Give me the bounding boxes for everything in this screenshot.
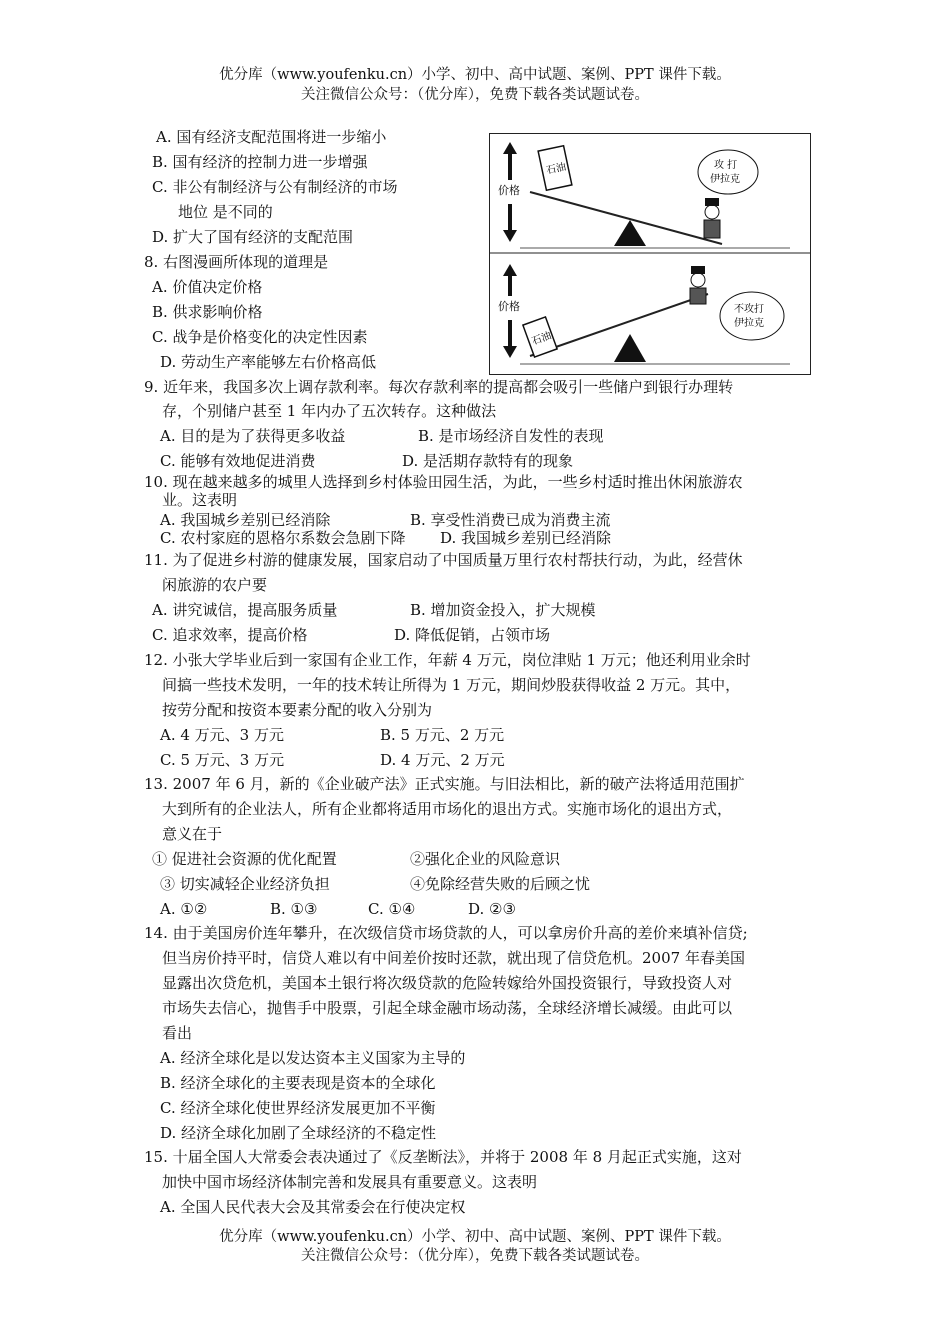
q8-option-a: A. 价值决定价格 <box>152 278 263 296</box>
q10-stem-line1: 10. 现在越来越多的城里人选择到乡村体验田园生活，为此，一些乡村适时推出休闲旅游农 <box>144 473 743 491</box>
q14-option-a: A. 经济全球化是以发达资本主义国家为主导的 <box>160 1049 466 1067</box>
price-arrow-up-head <box>503 142 517 154</box>
q13-option-d: D. ②③ <box>468 900 516 918</box>
q9-option-c: C. 能够有效地促进消费 <box>160 452 316 470</box>
seesaw-cartoon <box>489 133 811 375</box>
top-hat-bottom <box>691 266 705 274</box>
q14-stem-line5: 看出 <box>162 1024 193 1042</box>
q12-stem-line3: 按劳分配和按资本要素分配的收入分别为 <box>162 701 433 719</box>
q11-stem-line1: 11. 为了促进乡村游的健康发展，国家启动了中国质量万里行农村帮扶行动，为此，经营休 <box>144 551 743 569</box>
header-line-2: 关注微信公众号：（优分库），免费下载各类试题试卷。 <box>301 87 649 103</box>
q8-option-b: B. 供求影响价格 <box>152 303 263 321</box>
q13-option-b: B. ①③ <box>270 900 318 918</box>
price-label-bottom: 价格 <box>498 300 520 313</box>
q11-option-d: D. 降低促销，占领市场 <box>394 626 551 644</box>
q14-stem-line4: 市场失去信心，抛售手中股票，引起全球金融市场动荡，全球经济增长减缓。由此可以 <box>162 999 733 1017</box>
q15-stem-line1: 15. 十届全国人大常委会表决通过了《反垄断法》，并将于 2008 年 8 月起正式实施，这对 <box>144 1148 742 1166</box>
price-arrow-down-head <box>503 230 517 242</box>
q7-option-b: B. 国有经济的控制力进一步增强 <box>152 153 368 171</box>
price-arrow-up-head-2 <box>503 264 517 276</box>
speech-bubble-top <box>698 150 758 194</box>
q9-option-b: B. 是市场经济自发性的表现 <box>418 427 604 445</box>
q12-stem-line1: 12. 小张大学毕业后到一家国有企业工作，年薪 4 万元，岗位津贴 1 万元；他还利用业余时 <box>144 651 751 669</box>
q7-option-d: D. 扩大了国有经济的支配范围 <box>152 228 354 246</box>
top-hat-top <box>705 198 719 206</box>
q9-option-a: A. 目的是为了获得更多收益 <box>160 427 346 445</box>
oil-label-bottom: 石油 <box>530 330 554 348</box>
q11-option-a: A. 讲究诚信，提高服务质量 <box>152 601 338 619</box>
q13-statement-1: ① 促进社会资源的优化配置 <box>152 850 337 868</box>
footer-line-2: 关注微信公众号：（优分库），免费下载各类试题试卷。 <box>301 1248 649 1264</box>
uncle-sam-body-top <box>704 220 720 238</box>
q12-option-c: C. 5 万元、3 万元 <box>160 751 285 769</box>
q7-option-c-line2: 地位 是不同的 <box>178 203 273 221</box>
bubble-bottom-line2: 伊拉克 <box>734 318 764 329</box>
uncle-sam-head-bottom <box>691 273 705 287</box>
q15-option-a: A. 全国人民代表大会及其常委会在行使决定权 <box>160 1198 466 1216</box>
q8-option-d: D. 劳动生产率能够左右价格高低 <box>160 353 377 371</box>
q15-stem-line2: 加快中国市场经济体制完善和发展具有重要意义。这表明 <box>162 1173 538 1191</box>
price-label-top: 价格 <box>498 184 520 197</box>
bubble-top-line2: 伊拉克 <box>710 174 740 185</box>
q13-stem-line1: 13. 2007 年 6 月，新的《企业破产法》正式实施。与旧法相比，新的破产法将适用范围扩 <box>144 775 745 793</box>
q10-option-b: B. 享受性消费已成为消费主流 <box>410 511 611 529</box>
q11-stem-line2: 闲旅游的农户要 <box>162 576 268 594</box>
uncle-sam-body-bottom <box>690 288 706 304</box>
q14-option-b: B. 经济全球化的主要表现是资本的全球化 <box>160 1074 436 1092</box>
q9-stem-line1: 9. 近年来，我国多次上调存款利率。每次存款利率的提高都会吸引一些储户到银行办理转 <box>144 378 734 396</box>
q10-option-d: D. 我国城乡差别已经消除 <box>440 529 612 547</box>
q13-option-a: A. ①② <box>160 900 208 918</box>
speech-bubble-bottom <box>720 292 784 340</box>
q8-stem: 8. 右图漫画所体现的道理是 <box>144 253 329 271</box>
q13-stem-line3: 意义在于 <box>162 825 223 843</box>
q13-statement-3: ③ 切实减轻企业经济负担 <box>160 875 330 893</box>
price-arrow-down-head-2 <box>503 346 517 358</box>
q13-statement-4: ④免除经营失败的后顾之忧 <box>410 875 591 893</box>
bubble-bottom-line1: 不攻打 <box>734 304 764 315</box>
q12-stem-line2: 间搞一些技术发明，一年的技术转让所得为 1 万元，期间炒股获得收益 2 万元。其中， <box>162 676 741 694</box>
q9-option-d: D. 是活期存款特有的现象 <box>402 452 574 470</box>
q14-stem-line1: 14. 由于美国房价连年攀升，在次级信贷市场贷款的人，可以拿房价升高的差价来填补信贷; <box>144 924 748 942</box>
cartoon-drawing <box>490 134 810 374</box>
q12-option-a: A. 4 万元、3 万元 <box>160 726 284 744</box>
oil-label-top: 石油 <box>545 161 568 177</box>
bubble-top-line1: 攻 打 <box>714 160 738 171</box>
q14-stem-line3: 显露出次贷危机，美国本土银行将次级贷款的危险转嫁给外国投资银行，导致投资人对 <box>162 974 733 992</box>
q7-option-a: A. 国有经济支配范围将进一步缩小 <box>156 128 387 146</box>
footer-line-1: 优分库（www.youfenku.cn）小学、初中、高中试题、案例、PPT 课件下载。 <box>219 1229 731 1245</box>
q11-option-c: C. 追求效率，提高价格 <box>152 626 308 644</box>
cartoon-top-panel <box>490 142 810 253</box>
cartoon-bottom-panel <box>498 264 790 364</box>
q10-stem-line2: 业。这表明 <box>162 491 238 509</box>
q9-stem-line2: 存，个别储户甚至 1 年内办了五次转存。这种做法 <box>162 402 497 420</box>
q11-option-b: B. 增加资金投入，扩大规模 <box>410 601 596 619</box>
q10-option-c: C. 农村家庭的恩格尔系数会急剧下降 <box>160 529 406 547</box>
q12-option-b: B. 5 万元、2 万元 <box>380 726 505 744</box>
uncle-sam-head-top <box>705 205 719 219</box>
q14-stem-line2: 但当房价持平时，信贷人难以有中间差价按时还款，就出现了信贷危机。2007 年春美国 <box>162 949 745 967</box>
q13-statement-2: ②强化企业的风险意识 <box>410 850 561 868</box>
q13-stem-line2: 大到所有的企业法人，所有企业都将适用市场化的退出方式。实施市场化的退出方式， <box>162 800 733 818</box>
q7-option-c-line1: C. 非公有制经济与公有制经济的市场 <box>152 178 398 196</box>
q10-option-a: A. 我国城乡差别已经消除 <box>160 511 331 529</box>
seesaw-fulcrum-bottom <box>614 334 646 362</box>
q12-option-d: D. 4 万元、2 万元 <box>380 751 505 769</box>
header-line-1: 优分库（www.youfenku.cn）小学、初中、高中试题、案例、PPT 课件下载。 <box>219 67 731 83</box>
q14-option-c: C. 经济全球化使世界经济发展更加不平衡 <box>160 1099 436 1117</box>
seesaw-fulcrum-top <box>614 220 646 246</box>
q8-option-c: C. 战争是价格变化的决定性因素 <box>152 328 368 346</box>
q13-option-c: C. ①④ <box>368 900 416 918</box>
q14-option-d: D. 经济全球化加剧了全球经济的不稳定性 <box>160 1124 437 1142</box>
